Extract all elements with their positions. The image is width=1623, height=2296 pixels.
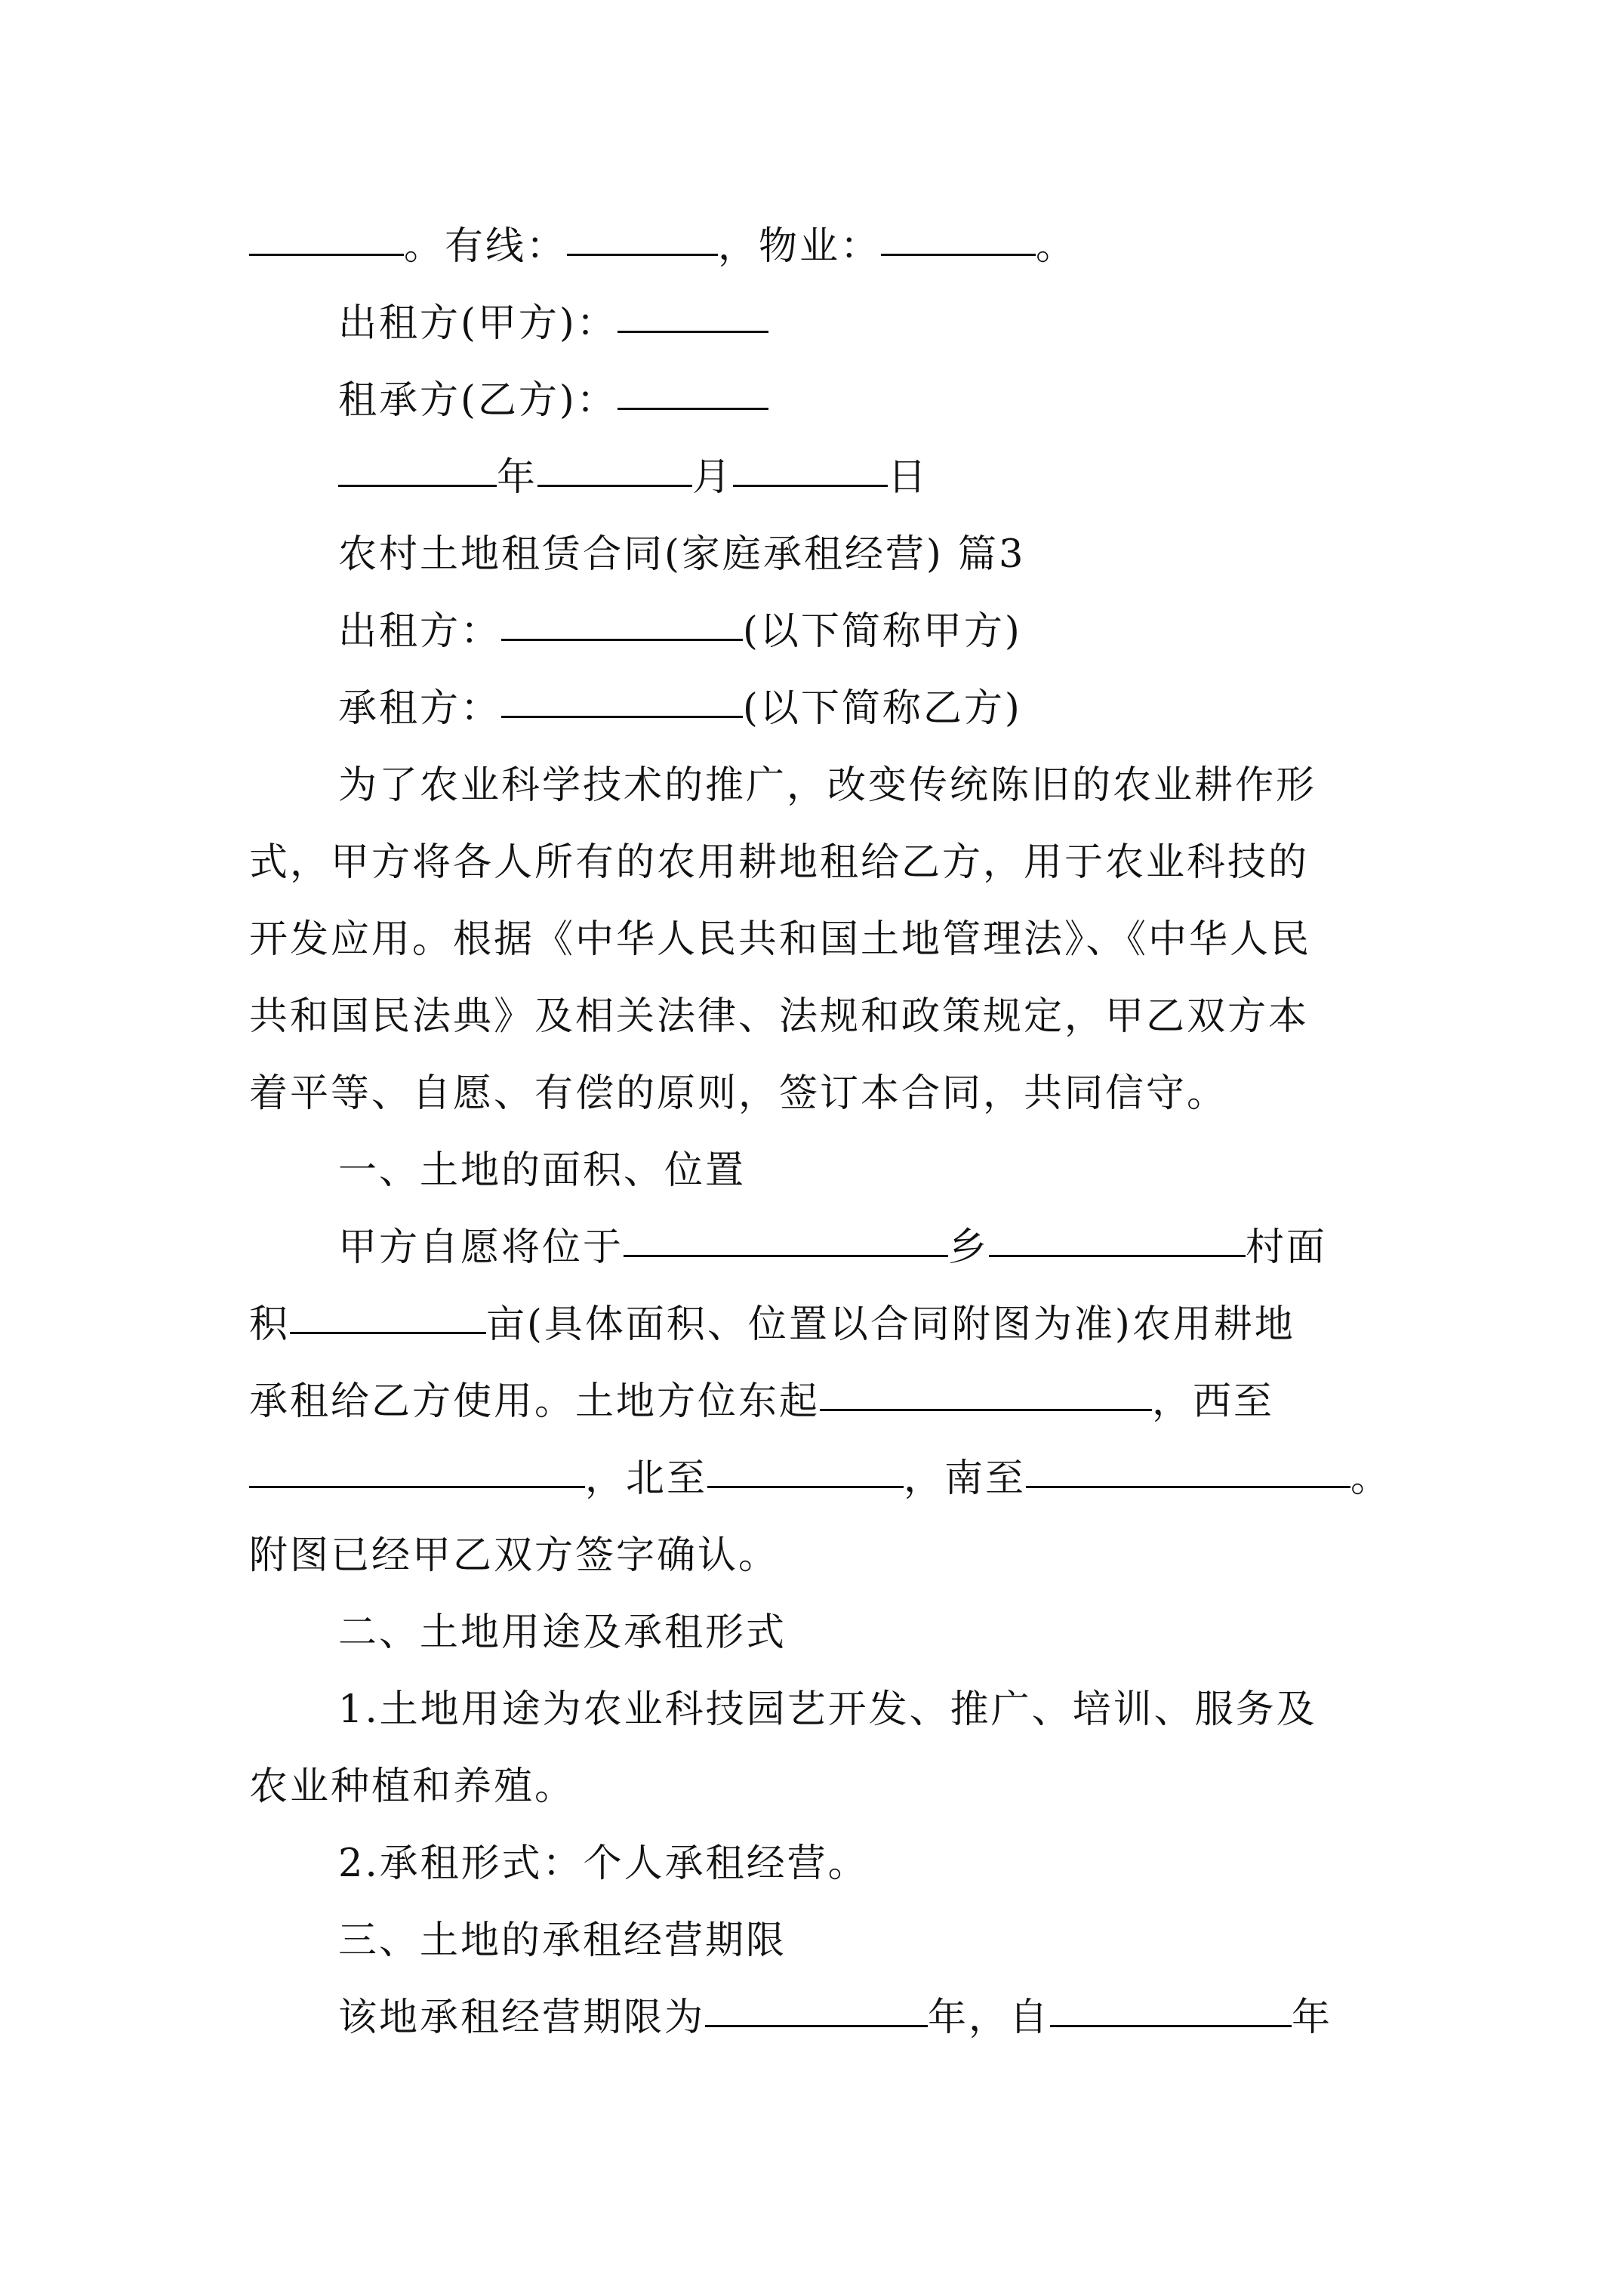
utility-fees-line: 。有线： ，物业： 。 [249, 208, 1427, 285]
paragraph-line: 为了农业科学技术的推广，改变传统陈旧的农业耕作形 [338, 763, 1317, 808]
blank-field[interactable] [290, 1285, 486, 1334]
land-boundary-line: ，北至 ，南至 。 [249, 1441, 1427, 1518]
section-heading-2: 二、土地用途及承租形式 [338, 1610, 787, 1655]
lessee-line: 承租方： (以下简称乙方) [338, 670, 1516, 747]
lessor-line: 出租方： (以下简称甲方) [338, 593, 1516, 670]
paragraph-line: 2.承租形式：个人承租经营。 [338, 1841, 869, 1886]
lessor-party-a-line: 出租方(甲方)： [338, 285, 1516, 362]
blank-field[interactable] [733, 438, 888, 487]
paragraph-line: 农业种植和养殖。 [249, 1764, 576, 1809]
paragraph-line: 开发应用。根据《中华人民共和国土地管理法》、《中华人民 [249, 917, 1312, 962]
blank-field[interactable] [338, 438, 497, 487]
blank-field[interactable] [249, 207, 404, 256]
blank-field[interactable] [820, 1362, 1152, 1411]
blank-field[interactable] [881, 207, 1036, 256]
blank-field[interactable] [501, 669, 743, 718]
blank-field[interactable] [1026, 1439, 1350, 1488]
section-heading-1: 一、土地的面积、位置 [338, 1148, 747, 1193]
blank-field[interactable] [624, 1208, 948, 1257]
land-boundary-east-line: 承租给乙方使用。土地方位东起 ，西至 [249, 1364, 1427, 1441]
paragraph-line: 着平等、自愿、有偿的原则，签订本合同，共同信守。 [249, 1071, 1228, 1116]
lessee-party-b-line: 租承方(乙方)： [338, 362, 1516, 439]
blank-field[interactable] [989, 1208, 1246, 1257]
blank-field[interactable] [617, 361, 768, 410]
paragraph-line: 1.土地用途为农业科技园艺开发、推广、培训、服务及 [338, 1687, 1317, 1732]
contract-title: 农村土地租赁合同(家庭承租经营) 篇3 [338, 532, 1026, 577]
blank-field[interactable] [617, 284, 768, 333]
blank-field[interactable] [705, 1978, 928, 2027]
date-line: 年 月 日 [338, 439, 1516, 516]
land-area-line: 积 亩(具体面积、位置以合同附图为准)农用耕地 [249, 1287, 1427, 1364]
blank-field[interactable] [567, 207, 718, 256]
land-location-line: 甲方自愿将位于 乡 村面 [338, 1210, 1516, 1287]
blank-field[interactable] [1050, 1978, 1292, 2027]
lease-term-line: 该地承租经营期限为 年，自 年 [338, 1980, 1516, 2057]
blank-field[interactable] [249, 1439, 585, 1488]
section-heading-3: 三、土地的承租经营期限 [338, 1918, 787, 1963]
blank-field[interactable] [707, 1439, 904, 1488]
paragraph-line: 共和国民法典》及相关法律、法规和政策规定，甲乙双方本 [249, 994, 1310, 1039]
blank-field[interactable] [501, 592, 743, 641]
paragraph-line: 式，甲方将各人所有的农用耕地租给乙方，用于农业科技的 [249, 840, 1310, 885]
paragraph-line: 附图已经甲乙双方签字确认。 [249, 1533, 780, 1578]
blank-field[interactable] [537, 438, 692, 487]
